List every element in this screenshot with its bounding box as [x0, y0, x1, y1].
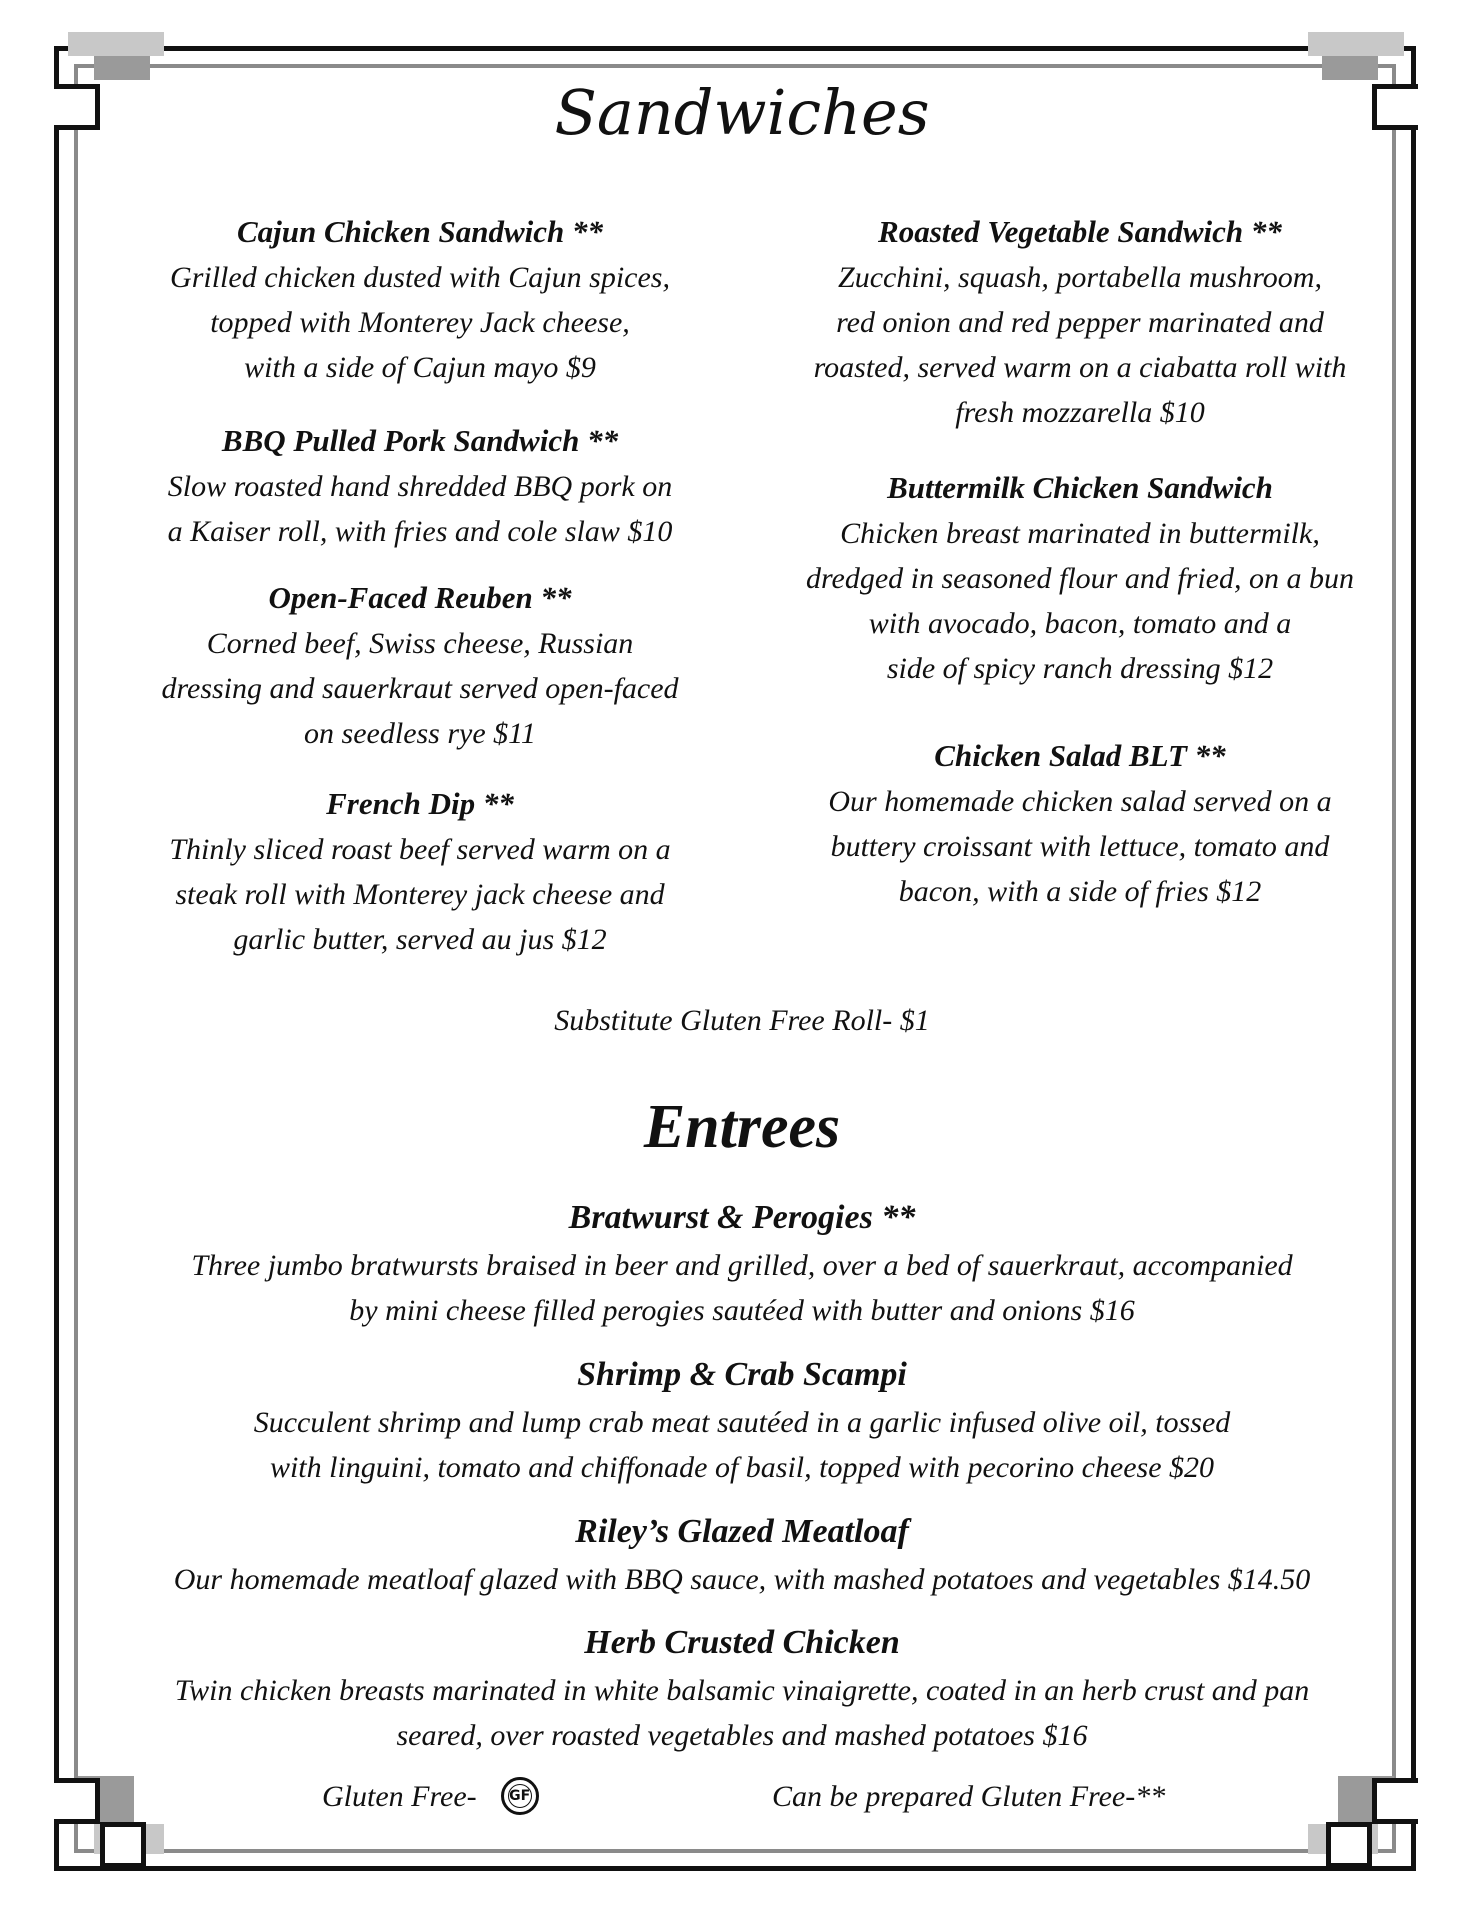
menu-item-roasted-vegetable [760, 209, 1400, 435]
item-desc-line: garlic butter, served au jus $12 [233, 923, 607, 956]
item-desc-line: Grilled chicken dusted with Cajun spices, [170, 261, 670, 294]
item-desc-line: dredged in seasoned flour and fried, on a bun [805, 562, 1354, 595]
menu-item-bbq-pulled-pork [100, 418, 740, 554]
item-desc-line: seared, over roasted vegetables and mashed potatoes $16 [396, 1719, 1088, 1752]
item-name: Riley’s Glazed Meatloaf [575, 1513, 909, 1550]
entree-shrimp-crab-scampi [80, 1350, 1404, 1490]
entree-herb-crusted-chicken [80, 1618, 1404, 1758]
item-desc-line: Succulent shrimp and lump crab meat sautéed in a garlic infused olive oil, tossed [253, 1406, 1231, 1439]
item-desc-line: buttery croissant with lettuce, tomato and [830, 830, 1330, 863]
menu-item-chicken-salad-blt [760, 733, 1400, 914]
item-desc-line: with avocado, bacon, tomato and a [868, 607, 1292, 640]
item-desc-line: on seedless rye $11 [304, 717, 536, 750]
item-name: Cajun Chicken Sandwich ** [236, 214, 604, 249]
item-desc-line: fresh mozzarella $10 [955, 396, 1205, 429]
item-desc-line: side of spicy ranch dressing $12 [886, 652, 1274, 685]
gluten-free-label: Gluten Free- [322, 1780, 477, 1813]
item-desc-line: Zucchini, squash, portabella mushroom, [838, 261, 1322, 294]
item-desc-line: Our homemade chicken salad served on a [828, 785, 1332, 818]
item-desc-line: Slow roasted hand shredded BBQ pork on [167, 470, 673, 503]
gluten-free-icon [501, 1777, 539, 1815]
can-be-gluten-free-legend: Can be prepared Gluten Free-** [772, 1780, 1166, 1813]
item-desc-line: Thinly sliced roast beef served warm on a [169, 833, 671, 866]
item-desc-line: red onion and red pepper marinated and [836, 306, 1324, 339]
item-desc-line: by mini cheese filled perogies sautéed with butter and onions $16 [349, 1294, 1135, 1327]
item-desc-line: with linguini, tomato and chiffonade of basil, topped with pecorino cheese $20 [269, 1451, 1215, 1484]
item-desc-line: bacon, with a side of fries $12 [898, 875, 1262, 908]
item-desc-line: with a side of Cajun mayo $9 [244, 351, 596, 384]
entrees-heading: Entrees [643, 1093, 841, 1161]
item-name: Buttermilk Chicken Sandwich [887, 470, 1273, 505]
item-name: Herb Crusted Chicken [584, 1624, 900, 1661]
item-name: Shrimp & Crab Scampi [577, 1356, 907, 1393]
item-name: Roasted Vegetable Sandwich ** [878, 214, 1282, 249]
corner-ornament-bottom-right [1322, 1776, 1418, 1872]
menu-item-cajun-chicken [100, 209, 740, 390]
item-desc-line: topped with Monterey Jack cheese, [210, 306, 630, 339]
entree-bratwurst-perogies [80, 1193, 1404, 1333]
item-desc-line: Twin chicken breasts marinated in white balsamic vinaigrette, coated in an herb crust and pan [174, 1674, 1310, 1707]
gluten-free-roll-note: Substitute Gluten Free Roll- $1 [554, 1004, 930, 1037]
item-name: Chicken Salad BLT ** [934, 738, 1226, 773]
item-name: Open-Faced Reuben ** [268, 580, 572, 615]
item-name: Bratwurst & Perogies ** [568, 1199, 916, 1236]
item-desc-line: Our homemade meatloaf glazed with BBQ sauce, with mashed potatoes and vegetables $14.50 [173, 1563, 1311, 1596]
item-name: BBQ Pulled Pork Sandwich ** [221, 423, 619, 458]
item-desc-line: roasted, served warm on a ciabatta roll with [813, 351, 1347, 384]
menu-item-french-dip [100, 781, 740, 962]
item-desc-line: Three jumbo bratwursts braised in beer and grilled, over a bed of sauerkraut, accompanied [191, 1249, 1293, 1282]
item-desc-line: a Kaiser roll, with fries and cole slaw $10 [167, 515, 673, 548]
item-desc-line: steak roll with Monterey jack cheese and [175, 878, 665, 911]
menu-item-buttermilk-chicken [760, 465, 1400, 691]
sandwiches-heading: Sandwiches [554, 76, 930, 149]
item-desc-line: Chicken breast marinated in buttermilk, [840, 517, 1320, 550]
item-desc-line: Corned beef, Swiss cheese, Russian [206, 627, 634, 660]
corner-ornament-bottom-left [54, 1776, 150, 1872]
item-desc-line: dressing and sauerkraut served open-faced [161, 672, 679, 705]
entree-glazed-meatloaf [80, 1507, 1404, 1602]
gluten-free-legend [322, 1780, 539, 1818]
item-name: French Dip ** [326, 786, 514, 821]
gf-badge-text: GF [508, 1784, 532, 1808]
menu-item-open-faced-reuben [100, 575, 740, 756]
